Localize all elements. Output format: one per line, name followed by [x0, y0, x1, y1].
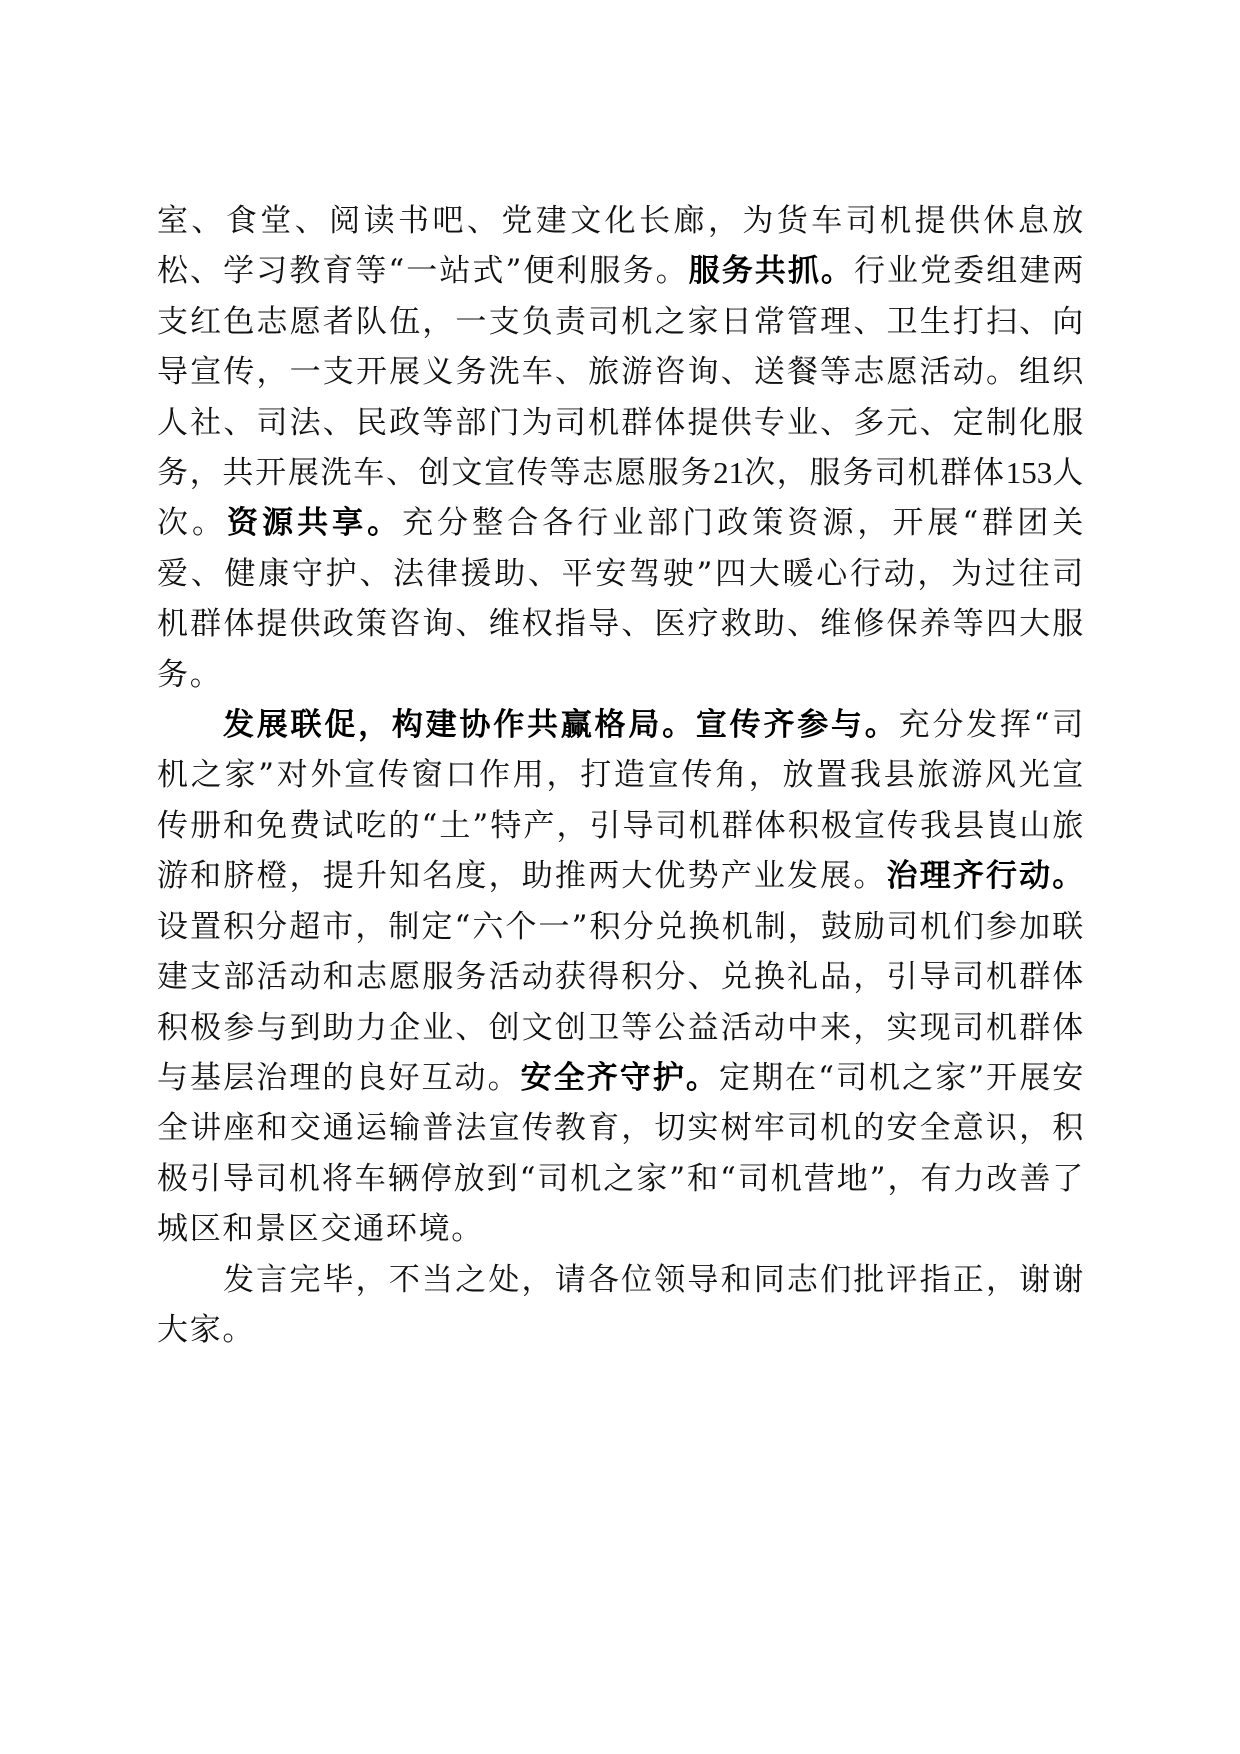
- paragraph-development: [157, 700, 1085, 1254]
- number-value: 21: [713, 455, 745, 491]
- bold-heading-resource-sharing: 资源共享。: [227, 505, 403, 542]
- paragraph-text: 定期在“司机之家”开展安全讲座和交通运输普法宣传教育，切实树牢司机的安全意识，积极引导司机将车辆停放到“司机之家”和“司机营地”，有力改善了城区和景区交通环境。: [157, 1059, 1085, 1248]
- paragraph-text: 设置积分超市，制定“六个一”积分兑换机制，鼓励司机们参加联建支部活动和志愿服务活动获得积分、兑换礼品，引导司机群体积极参与到助力企业、创文创卫等公益活动中来，实现司机群体与基层治理的良好互动。: [157, 908, 1085, 1096]
- paragraph-text: 行业党委组建两支红色志愿者队伍，一支负责司机之家日常管理、卫生打扫、向导宣传，一支开展义务洗车、旅游咨询、送餐等志愿活动。组织人社、司法、民政等部门为司机群体提供专业、多元、定制化服务，共开展洗车、创文宣传等志愿服务: [157, 253, 1086, 492]
- paragraph-text: 充分整合各行业部门政策资源，开展“群团关爱、健康守护、法律援助、平安驾驶”四大暖心行动，为过往司机群体提供政策咨询、维权指导、医疗救助、维修保养等四大服务。: [157, 505, 1086, 693]
- paragraph-text: 人次。: [157, 455, 1085, 542]
- paragraph-services: [157, 196, 1085, 700]
- document-body: [157, 196, 1085, 1355]
- paragraph-text: 发言完毕，不当之处，请各位领导和同志们批评指正，谢谢大家。: [157, 1261, 1085, 1348]
- bold-heading-governance: 治理齐行动。: [886, 858, 1085, 895]
- number-value: 153: [1005, 455, 1053, 491]
- paragraph-text: 次，服务司机群体: [744, 455, 1006, 492]
- paragraph-closing: [157, 1255, 1085, 1356]
- bold-heading-service-joint: 服务共抓。: [688, 253, 854, 290]
- bold-heading-development: 发展联促，构建协作共赢格局。宣传齐参与。: [223, 707, 899, 744]
- bold-heading-safety: 安全齐守护。: [520, 1059, 719, 1096]
- paragraph-text: 室、食堂、阅读书吧、党建文化长廊，为货车司机提供休息放松、学习教育等“一站式”便利服务。: [157, 203, 1085, 290]
- paragraph-text: 充分发挥“司机之家”对外宣传窗口作用，打造宣传角，放置我县旅游风光宣传册和免费试吃的“土”特产，引导司机群体积极宣传我县崀山旅游和脐橙，提升知名度，助推两大优势产业发展。: [157, 707, 1085, 895]
